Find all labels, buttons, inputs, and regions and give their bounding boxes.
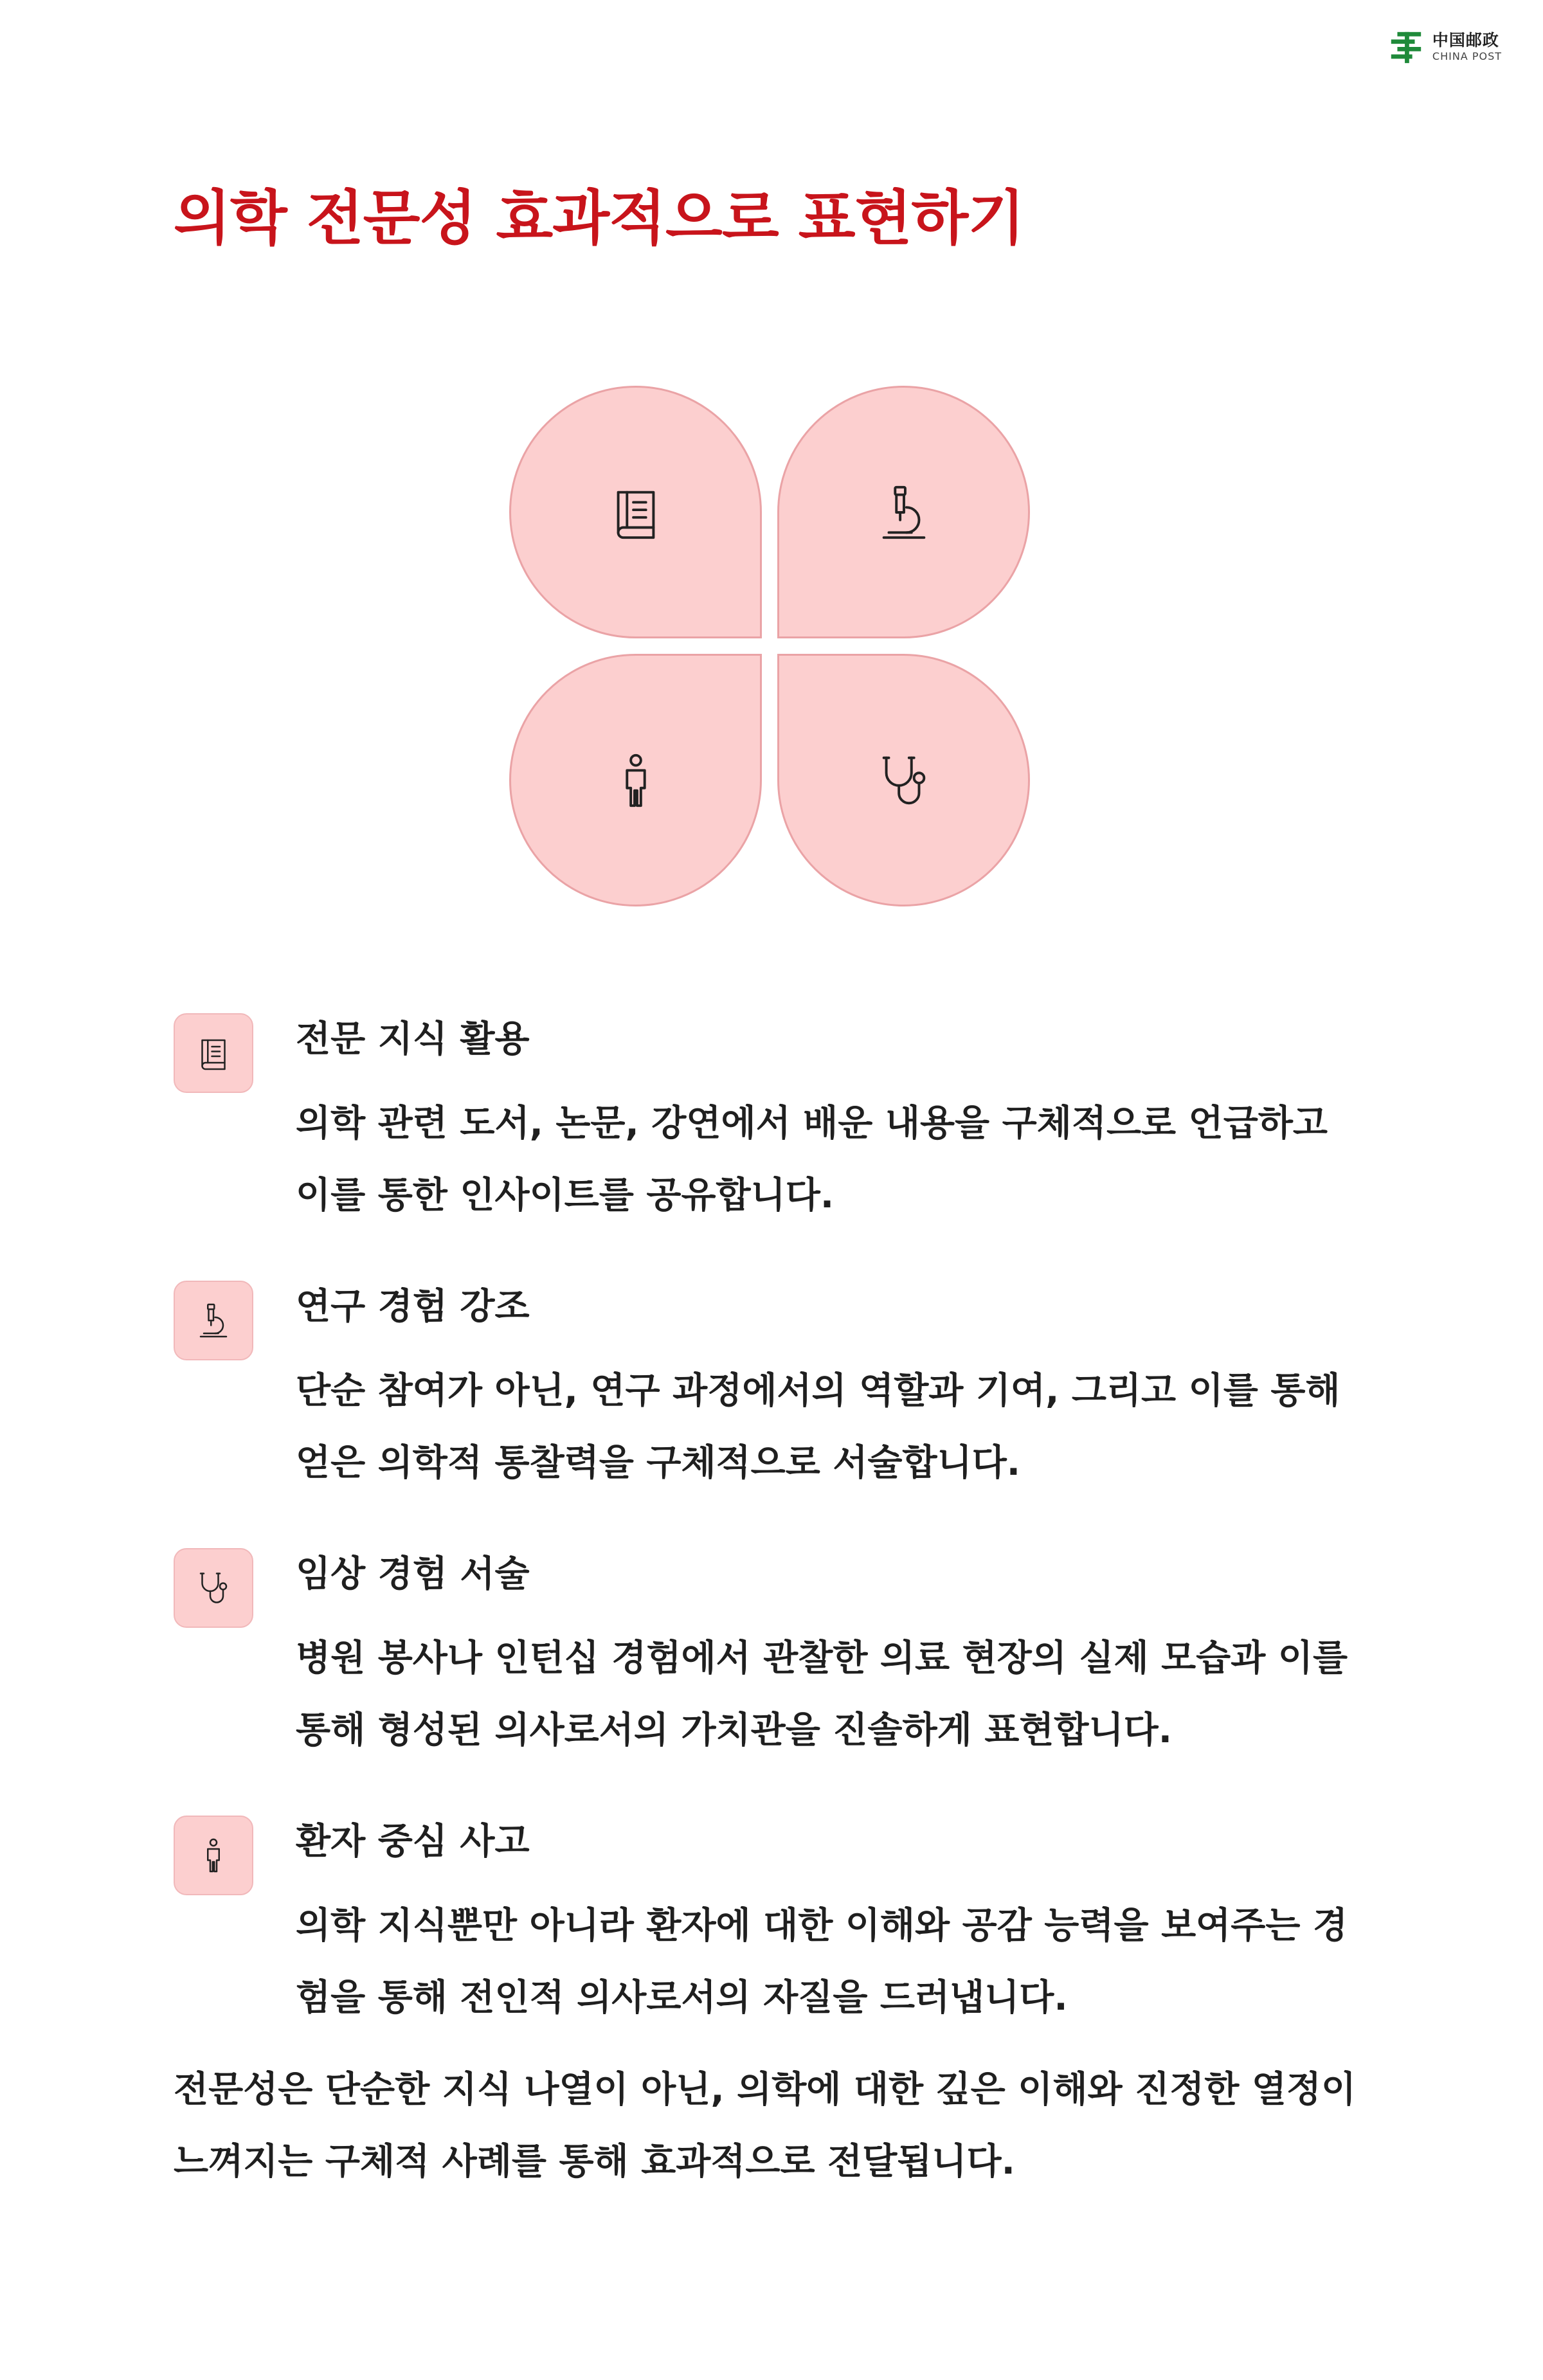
petal-top-right: [777, 386, 1030, 638]
conclusion-text: 전문성은 단순한 지식 나열이 아닌, 의학에 대한 깊은 이해와 진정한 열정이 느껴지는 구체적 사례를 통해 효과적으로 전달됩니다.: [174, 2069, 1357, 2183]
petal-bottom-right: [777, 654, 1030, 906]
logo-english-name: CHINA POST: [1432, 50, 1502, 62]
item-icon-box: [174, 1281, 253, 1360]
china-post-logo-icon: [1387, 28, 1425, 66]
list-item: [174, 1813, 1369, 2080]
stethoscope-icon: [874, 750, 934, 811]
book-icon: [194, 1034, 233, 1072]
item-body: 의학 지식뿐만 아니라 환자에 대한 이해와 공감 능력을 보여주는 경험을 통해 전인적 의사로서의 자질을 드러냅니다.: [296, 1905, 1348, 2019]
item-body: 병원 봉사나 인턴십 경험에서 관찰한 의료 현장의 실제 모습과 이를 통해 형성된 의사로서의 가치관을 진솔하게 표현합니다.: [296, 1637, 1348, 1751]
list-item: [174, 1011, 1369, 1278]
logo-chinese-name: 中国邮政: [1432, 31, 1499, 50]
item-heading: 임상 경험 서술: [296, 1553, 530, 1595]
petal-top-left: [509, 386, 762, 638]
microscope-icon: [874, 482, 934, 543]
book-icon: [606, 482, 666, 543]
item-body: 단순 참여가 아닌, 연구 과정에서의 역할과 기여, 그리고 이를 통해 얻은 의학적 통찰력을 구체적으로 서술합니다.: [296, 1370, 1340, 1484]
stethoscope-icon: [194, 1569, 233, 1607]
item-heading: 환자 중심 사고: [296, 1821, 530, 1862]
person-icon: [194, 1836, 233, 1875]
microscope-icon: [194, 1301, 233, 1340]
clover-illustration: [509, 386, 1030, 906]
page-title: 의학 전문성 효과적으로 표현하기: [174, 184, 1025, 253]
person-icon: [606, 750, 666, 811]
petal-bottom-left: [509, 654, 762, 906]
item-list: [174, 1011, 1369, 2080]
item-heading: 연구 경험 강조: [296, 1286, 530, 1328]
list-item: [174, 1278, 1369, 1546]
list-item: [174, 1546, 1369, 1813]
item-body: 의학 관련 도서, 논문, 강연에서 배운 내용을 구체적으로 언급하고 이를 통한 인사이트를 공유합니다.: [296, 1103, 1328, 1216]
item-icon-box: [174, 1548, 253, 1628]
item-heading: 전문 지식 활용: [296, 1018, 530, 1060]
item-icon-box: [174, 1013, 253, 1093]
china-post-logo: [1387, 28, 1502, 66]
item-icon-box: [174, 1816, 253, 1895]
